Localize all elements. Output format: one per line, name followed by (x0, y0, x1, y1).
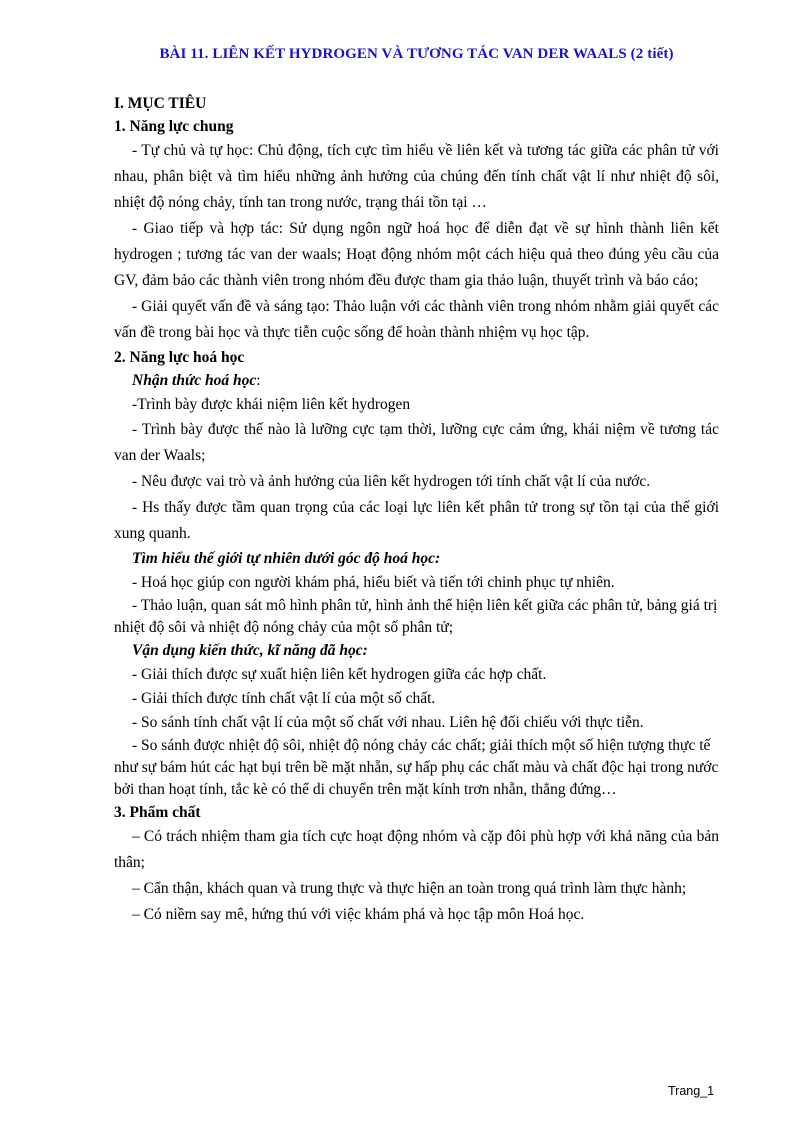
apply-item: - So sánh được nhiệt độ sôi, nhiệt độ nóng chảy các chất; giải thích một số hiện tượng thực tế như sự bám hút các hạt bụi trên bề mặt nhẵn, sự hấp phụ các chất màu và chất độc hại trong nước bởi than hoạt tính, tắc kè có thể di chuyển trên mặt kính trơn nhẵn, thẳng đứng… (114, 737, 719, 798)
general-item-communication: - Giao tiếp và hợp tác: Sử dụng ngôn ngữ hoá học để diễn đạt về sự hình thành liên kết hydrogen ; tương tác van der waals; Hoạt động nhóm một cách hiệu quả theo đúng yêu cầu của GV, đảm bảo các thành viên trong nhóm đều được tham gia thảo luận, thuyết trình và báo cáo; (114, 220, 719, 289)
explore-item: - Thảo luận, quan sát mô hình phân tử, hình ảnh thể hiện liên kết giữa các phân tử, bảng giá trị nhiệt độ sôi và nhiệt độ nóng chảy của một số phân tử; (114, 597, 718, 636)
subheading-chemistry-competence: 2. Năng lực hoá học (114, 349, 245, 366)
apply-item: - Giải thích được tính chất vật lí của một số chất. (132, 690, 436, 707)
awareness-label-colon: : (256, 372, 261, 389)
apply-item: - Giải thích được sự xuất hiện liên kết hydrogen giữa các hợp chất. (132, 666, 547, 683)
subheading-general-competence: 1. Năng lực chung (114, 118, 234, 135)
apply-item: - So sánh tính chất vật lí của một số chất với nhau. Liên hệ đối chiếu với thực tiễn. (132, 714, 644, 731)
quality-item: – Có niềm say mê, hứng thú với việc khám phá và học tập môn Hoá học. (132, 906, 585, 923)
awareness-item: - Nêu được vai trò và ảnh hưởng của liên kết hydrogen tới tính chất vật lí của nước. (132, 473, 651, 490)
label-explore-nature: Tìm hiểu thế giới tự nhiên dưới góc độ hoá học: (132, 550, 441, 567)
label-chemistry-awareness (114, 369, 719, 393)
general-item-self-study: - Tự chủ và tự học: Chủ động, tích cực tìm hiểu về liên kết và tương tác giữa các phân tử với nhau, phân biệt và tìm hiểu những ảnh hưởng của chúng đến tính chất vật lí như nhiệt độ sôi, nhiệt độ nóng chảy, tính tan trong nước, trạng thái tồn tại … (114, 142, 719, 211)
lesson-title: BÀI 11. LIÊN KẾT HYDROGEN VÀ TƯƠNG TÁC VAN DER WAALS (2 tiết) (159, 46, 674, 62)
page-number: Trang_1 (668, 1084, 715, 1098)
awareness-item: - Hs thấy được tầm quan trọng của các loại lực liên kết phân tử trong sự tồn tại của thế giới xung quanh. (114, 499, 719, 542)
document-page (114, 46, 719, 928)
explore-item: - Hoá học giúp con người khám phá, hiểu biết và tiến tới chinh phục tự nhiên. (132, 574, 615, 591)
quality-item: – Cẩn thận, khách quan và trung thực và thực hiện an toàn trong quá trình làm thực hành; (132, 880, 687, 897)
subheading-qualities: 3. Phẩm chất (114, 804, 201, 821)
awareness-label-text: Nhận thức hoá học (132, 372, 257, 389)
awareness-item: -Trình bày được khái niệm liên kết hydrogen (132, 396, 411, 413)
awareness-item: - Trình bày được thế nào là lưỡng cực tạm thời, lưỡng cực cảm ứng, khái niệm về tương tác van der Waals; (114, 421, 719, 464)
general-item-problem-solving: - Giải quyết vấn đề và sáng tạo: Thảo luận với các thành viên trong nhóm nhằm giải quyết các vấn đề trong bài học và thực tiễn cuộc sống để hoàn thành nhiệm vụ học tập. (114, 298, 719, 341)
label-apply-knowledge: Vận dụng kiến thức, kĩ năng đã học: (132, 642, 368, 659)
section-heading-objectives: I. MỤC TIÊU (114, 95, 207, 112)
quality-item: – Có trách nhiệm tham gia tích cực hoạt động nhóm và cặp đôi phù hợp với khả năng của bản thân; (114, 828, 719, 871)
